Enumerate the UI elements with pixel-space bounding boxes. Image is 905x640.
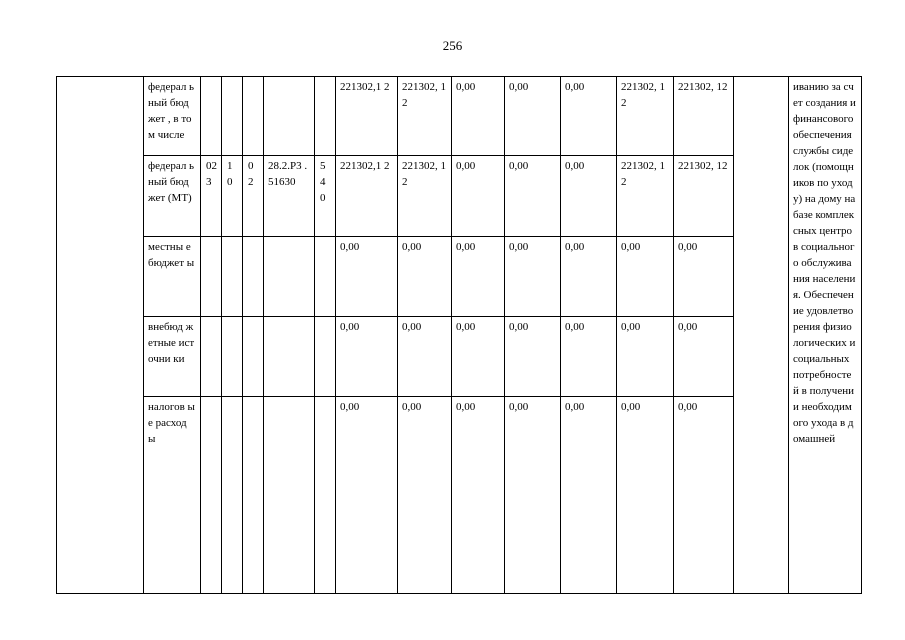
page-number: 256 xyxy=(442,38,463,53)
value-cell: 0,00 xyxy=(336,397,398,594)
code-cell xyxy=(315,237,336,317)
value-cell: 0,00 xyxy=(452,317,505,397)
value-cell: 0,00 xyxy=(336,317,398,397)
code-cell xyxy=(243,317,264,397)
code-cell xyxy=(222,397,243,594)
budget-table xyxy=(56,76,862,594)
value-cell: 0,00 xyxy=(398,397,452,594)
source-label: федерал ьный бюджет (МТ) xyxy=(144,156,201,237)
value-cell: 0,00 xyxy=(505,317,561,397)
value-cell: 221302,1 2 xyxy=(336,77,398,156)
code-cell: 5 4 0 xyxy=(315,156,336,237)
value-cell: 221302, 12 xyxy=(617,156,674,237)
value-cell: 0,00 xyxy=(398,237,452,317)
empty-cell xyxy=(57,77,144,594)
code-cell xyxy=(201,317,222,397)
code-cell: 02 3 xyxy=(201,156,222,237)
value-cell: 0,00 xyxy=(561,77,617,156)
value-cell: 221302, 12 xyxy=(674,77,734,156)
source-label: внебюд жетные источни ки xyxy=(144,317,201,397)
value-cell: 0,00 xyxy=(561,317,617,397)
code-cell: 28.2.Р3 .51630 xyxy=(264,156,315,237)
value-cell: 0,00 xyxy=(336,237,398,317)
value-cell: 0,00 xyxy=(674,317,734,397)
value-cell: 0,00 xyxy=(674,397,734,594)
value-cell: 0,00 xyxy=(617,317,674,397)
code-cell xyxy=(315,397,336,594)
code-cell xyxy=(243,397,264,594)
code-cell xyxy=(315,77,336,156)
value-cell: 221302, 12 xyxy=(617,77,674,156)
value-cell: 0,00 xyxy=(561,237,617,317)
code-cell xyxy=(264,317,315,397)
value-cell: 0,00 xyxy=(452,77,505,156)
value-cell: 0,00 xyxy=(617,237,674,317)
code-cell xyxy=(264,397,315,594)
value-cell: 221302, 12 xyxy=(674,156,734,237)
value-cell: 221302,1 2 xyxy=(336,156,398,237)
value-cell: 0,00 xyxy=(561,397,617,594)
code-cell: 0 2 xyxy=(243,156,264,237)
value-cell: 0,00 xyxy=(505,156,561,237)
value-cell: 0,00 xyxy=(561,156,617,237)
value-cell: 0,00 xyxy=(505,237,561,317)
code-cell xyxy=(222,77,243,156)
value-cell: 0,00 xyxy=(505,397,561,594)
code-cell xyxy=(243,77,264,156)
code-cell xyxy=(243,237,264,317)
code-cell xyxy=(201,397,222,594)
value-cell: 0,00 xyxy=(452,237,505,317)
source-label: федерал ьный бюджет , в том числе xyxy=(144,77,201,156)
table-row xyxy=(57,77,862,156)
value-cell: 0,00 xyxy=(505,77,561,156)
value-cell: 221302, 12 xyxy=(398,156,452,237)
source-label: местны е бюджет ы xyxy=(144,237,201,317)
value-cell: 0,00 xyxy=(617,397,674,594)
value-cell: 0,00 xyxy=(674,237,734,317)
code-cell xyxy=(264,237,315,317)
value-cell: 0,00 xyxy=(452,397,505,594)
code-cell: 1 0 xyxy=(222,156,243,237)
value-cell: 221302, 12 xyxy=(398,77,452,156)
value-cell: 0,00 xyxy=(398,317,452,397)
code-cell xyxy=(222,317,243,397)
code-cell xyxy=(201,237,222,317)
code-cell xyxy=(264,77,315,156)
code-cell xyxy=(201,77,222,156)
source-label: налогов ые расход ы xyxy=(144,397,201,594)
value-cell: 0,00 xyxy=(452,156,505,237)
description-cell: иванию за счет создания и финансового обеспечения службы сиделок (помощников по уходу) на дому на базе комплексных центров социального обслуживания населения. Обеспечение удовлетворения физиологических и социальных потребностей в получении необходимого ухода в домашней xyxy=(789,77,862,594)
code-cell xyxy=(315,317,336,397)
empty-cell xyxy=(734,77,789,594)
code-cell xyxy=(222,237,243,317)
